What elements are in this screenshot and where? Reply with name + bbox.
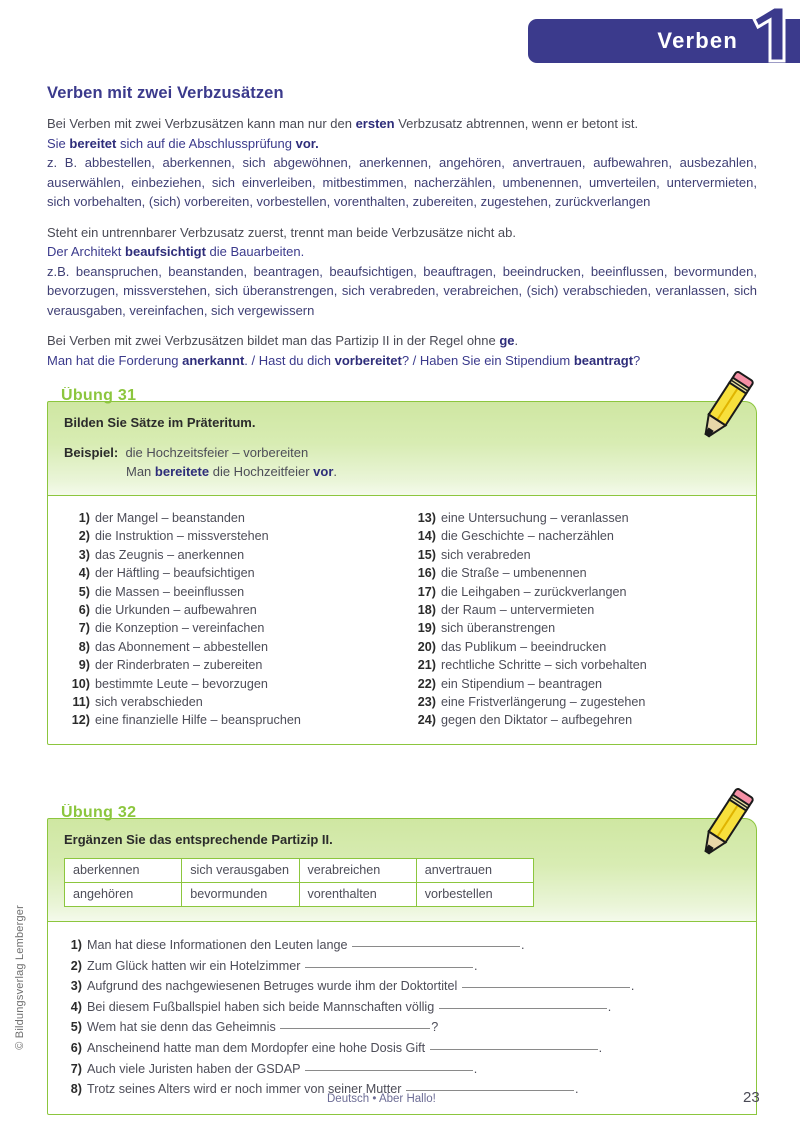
list-item <box>410 601 740 619</box>
fill-in-item <box>64 956 740 977</box>
list-item-number: 20) <box>417 639 436 654</box>
rule-1: Bei Verben mit zwei Verbzusätzen kann man nur den ersten Verbzusatz abtrennen, wenn er betont ist. <box>47 116 639 131</box>
answer-blank[interactable] <box>406 1090 574 1091</box>
fill-in-sentence <box>87 1017 438 1038</box>
fill-in-text-before: Wem hat sie denn das Geheimnis <box>87 1020 280 1035</box>
list-item-number: 18) <box>417 603 436 618</box>
fill-in-text-before: Zum Glück hatten wir ein Hotelzimmer <box>87 958 304 973</box>
list-item <box>410 693 740 711</box>
fill-in-sentence <box>87 1059 477 1080</box>
word-bank-cell: verabreichen <box>299 859 416 883</box>
list-item-text: die Straße – umbenennen <box>441 566 587 581</box>
answer-blank[interactable] <box>280 1028 430 1029</box>
list-item-number: 19) <box>417 621 436 636</box>
fill-in-number: 2) <box>70 958 82 973</box>
list-item-text: das Publikum – beeindrucken <box>441 639 607 654</box>
word-bank-cell: vorenthalten <box>299 883 416 907</box>
list-item-number: 5) <box>78 584 90 599</box>
fill-in-number: 1) <box>70 938 82 952</box>
word-bank-cell: angehören <box>65 883 182 907</box>
exercise-31-example <box>64 443 740 481</box>
list-item-number: 9) <box>78 658 90 673</box>
list-item-text: die Massen – beeinflussen <box>95 584 245 599</box>
word-bank-table <box>64 858 534 907</box>
fill-in-number: 6) <box>70 1040 82 1055</box>
list-item <box>410 711 740 729</box>
list-item <box>64 619 402 637</box>
list-item-number: 8) <box>78 639 90 654</box>
word-bank-cell: bevormunden <box>182 883 299 907</box>
fill-in-item <box>64 997 740 1018</box>
list-item-number: 10) <box>71 676 90 691</box>
list-item-text: das Abonnement – abbestellen <box>95 639 268 654</box>
fill-in-text-after: . <box>630 979 635 994</box>
exercise-31-column-right <box>402 509 740 730</box>
beispiel-line-1: die Hochzeitsfeier – vorbereiten <box>125 445 309 460</box>
list-item <box>64 509 402 527</box>
list-item-number: 21) <box>417 658 436 673</box>
fill-in-item <box>64 976 740 997</box>
exercise-32-header <box>47 818 757 921</box>
exercise-31-label: Übung 31 <box>61 387 137 404</box>
list-item-text: eine finanzielle Hilfe – beanspruchen <box>95 713 301 728</box>
answer-blank[interactable] <box>462 987 630 988</box>
answer-blank[interactable] <box>305 967 473 968</box>
list-item <box>410 675 740 693</box>
list-item-number: 6) <box>78 603 90 618</box>
list-item-number: 15) <box>417 547 436 562</box>
list-item-number: 13) <box>417 511 436 525</box>
list-item <box>410 619 740 637</box>
fill-in-sentence <box>87 997 611 1018</box>
list-item-text: eine Untersuchung – veranlassen <box>441 511 629 525</box>
fill-in-text-before: Auch viele Juristen haben der GSDAP <box>87 1061 304 1076</box>
list-item <box>410 564 740 582</box>
fill-in-sentence <box>87 1038 602 1059</box>
list-item-text: gegen den Diktator – aufbegehren <box>441 713 633 728</box>
exercise-32-label: Übung 32 <box>61 804 137 821</box>
list-item-text: die Leihgaben – zurückverlangen <box>441 584 627 599</box>
chapter-title: Verben <box>657 28 738 53</box>
fill-in-text-before: Aufgrund des nachgewiesenen Betruges wurde ihm der Doktortitel <box>87 979 461 994</box>
list-item <box>410 656 740 674</box>
fill-in-item <box>64 1038 740 1059</box>
fill-in-text-after: . <box>473 958 478 973</box>
chapter-number-badge <box>744 4 790 64</box>
list-item <box>64 638 402 656</box>
list-item-text: das Zeugnis – anerkennen <box>95 547 245 562</box>
list-item <box>410 509 740 527</box>
fill-in-sentence <box>87 976 634 997</box>
example-3: Man hat die Forderung anerkannt. / Hast du dich vorbereitet? / Haben Sie ein Stipendium beantragt? <box>47 352 641 368</box>
list-item-text: die Geschichte – nacherzählen <box>441 529 614 544</box>
rule-2: Steht ein untrennbarer Verbzusatz zuerst, trennt man beide Verbzusätze nicht ab. <box>47 224 517 240</box>
word-bank-cell: aberkennen <box>65 859 182 883</box>
copyright-vertical: © Bildungsverlag Lemberger <box>14 905 26 1050</box>
list-item-text: die Urkunden – aufbewahren <box>95 603 257 618</box>
page-title: Verben mit zwei Verbzusätzen <box>47 84 284 102</box>
exercise-31-header <box>47 401 757 495</box>
fill-in-text-after: . <box>520 938 525 952</box>
list-item-number: 2) <box>78 529 90 544</box>
beispiel-label: Beispiel: <box>64 445 119 460</box>
exercise-31-body <box>47 495 757 745</box>
fill-in-number: 5) <box>70 1020 82 1035</box>
list-item-text: rechtliche Schritte – sich vorbehalten <box>441 658 647 673</box>
fill-in-number: 8) <box>70 1082 82 1097</box>
fill-in-sentence <box>87 956 477 977</box>
list-item <box>64 675 402 693</box>
fill-in-number: 3) <box>70 979 82 994</box>
list-item <box>64 564 402 582</box>
table-row <box>65 883 534 907</box>
list-item-text: sich überanstrengen <box>441 621 556 636</box>
list-item-text: die Instruktion – missverstehen <box>95 529 269 544</box>
list-item-number: 24) <box>417 713 436 728</box>
fill-in-list <box>64 935 740 1100</box>
example-2: Der Architekt beaufsichtigt die Bauarbeiten. <box>47 244 305 259</box>
fill-in-number: 7) <box>70 1061 82 1076</box>
fill-in-sentence <box>87 935 524 956</box>
fill-in-number: 4) <box>70 999 82 1014</box>
answer-blank[interactable] <box>439 1008 607 1009</box>
list-item-text: sich verabschieden <box>95 695 203 710</box>
fill-in-text-before: Man hat diese Informationen den Leuten lange <box>87 938 351 952</box>
verb-list-separable: z. B. abbestellen, aberkennen, sich abgewöhnen, anerkennen, angehören, anvertrauen, aufbewahren, ausbezahlen, auserwählen, einbeziehen, sich einverleiben, mitbestimmen, nacherzählen, umbenennen, umverteilen, untervermieten, sich vorbehalten, (sich) vorbereiten, vorbestellen, vorenthalten, zubereiten, zugestehen, zurückverlangen <box>47 155 757 209</box>
word-bank-cell: anvertrauen <box>416 859 533 883</box>
list-item <box>64 693 402 711</box>
fill-in-text-after: . <box>473 1061 478 1076</box>
answer-blank[interactable] <box>305 1070 473 1071</box>
example-1: Sie bereitet sich auf die Abschlussprüfung vor. <box>47 135 319 151</box>
list-item <box>410 527 740 545</box>
list-item <box>410 583 740 601</box>
list-item-number: 16) <box>417 566 436 581</box>
list-item-text: eine Fristverlängerung – zugestehen <box>441 695 646 710</box>
list-item-number: 1) <box>78 511 90 525</box>
list-item <box>410 546 740 564</box>
list-item-number: 11) <box>72 695 90 710</box>
fill-in-text-before: Bei diesem Fußballspiel haben sich beide Mannschaften völlig <box>87 999 438 1014</box>
footer-book-title: Deutsch • Aber Hallo! <box>327 1093 436 1105</box>
rule-3: Bei Verben mit zwei Verbzusätzen bildet man das Partizip II in der Regel ohne ge. <box>47 333 519 348</box>
list-item <box>64 527 402 545</box>
word-bank-cell: vorbestellen <box>416 883 533 907</box>
fill-in-text-before: Anscheinend hatte man dem Mordopfer eine hohe Dosis Gift <box>87 1040 429 1055</box>
fill-in-text-before: Trotz seines Alters wird er noch immer von seiner Mutter <box>87 1082 405 1097</box>
grammar-section <box>47 84 757 370</box>
fill-in-item <box>64 935 740 956</box>
exercise-32-instruction: Ergänzen Sie das entsprechende Partizip II. <box>64 832 333 847</box>
beispiel-line-2: Man bereitete die Hochzeitfeier vor. <box>126 464 338 479</box>
list-item <box>64 656 402 674</box>
footer-page-number: 23 <box>743 1089 760 1106</box>
fill-in-text-after: . <box>574 1082 579 1097</box>
list-item <box>64 583 402 601</box>
table-row <box>65 859 534 883</box>
list-item-text: sich verabreden <box>441 547 531 562</box>
fill-in-item <box>64 1059 740 1080</box>
list-item-text: der Raum – untervermieten <box>441 603 595 618</box>
list-item-text: ein Stipendium – beantragen <box>441 676 603 691</box>
list-item-number: 14) <box>417 529 436 544</box>
fill-in-text-after: ? <box>431 1020 439 1035</box>
fill-in-text-after: . <box>607 999 612 1014</box>
list-item <box>410 638 740 656</box>
exercise-31 <box>47 388 757 745</box>
list-item-text: der Häftling – beaufsichtigen <box>95 566 255 581</box>
list-item-text: der Mangel – beanstanden <box>95 511 245 525</box>
list-item-text: der Rinderbraten – zubereiten <box>95 658 263 673</box>
list-item <box>64 546 402 564</box>
fill-in-text-after: . <box>598 1040 603 1055</box>
verb-list-inseparable: z.B. beanspruchen, beanstanden, beantragen, beaufsichtigen, beauftragen, beeindrucken, beeinflussen, bevormunden, bevorzugen, missverstehen, sich überanstrengen, sich verabreden, verabreichen, (sich) verabschieden, veranlassen, sich verausgaben, vereinfachen, sich vergewissern <box>47 263 757 318</box>
list-item-number: 23) <box>417 695 436 710</box>
exercise-32-body <box>47 921 757 1115</box>
exercise-31-instruction: Bilden Sie Sätze im Präteritum. <box>64 415 256 430</box>
list-item-text: bestimmte Leute – bevorzugen <box>95 676 268 691</box>
answer-blank[interactable] <box>352 946 520 947</box>
list-item <box>64 711 402 729</box>
exercise-31-column-left <box>64 509 402 730</box>
list-item-number: 17) <box>417 584 436 599</box>
fill-in-item <box>64 1017 740 1038</box>
list-item-number: 7) <box>78 621 90 636</box>
word-bank-cell: sich verausgaben <box>182 859 299 883</box>
list-item-text: die Konzeption – vereinfachen <box>95 621 265 636</box>
list-item-number: 12) <box>71 713 90 728</box>
list-item-number: 22) <box>417 676 436 691</box>
list-item-number: 4) <box>78 566 90 581</box>
list-item-number: 3) <box>78 547 90 562</box>
list-item <box>64 601 402 619</box>
exercise-32 <box>47 805 757 1115</box>
answer-blank[interactable] <box>430 1049 598 1050</box>
